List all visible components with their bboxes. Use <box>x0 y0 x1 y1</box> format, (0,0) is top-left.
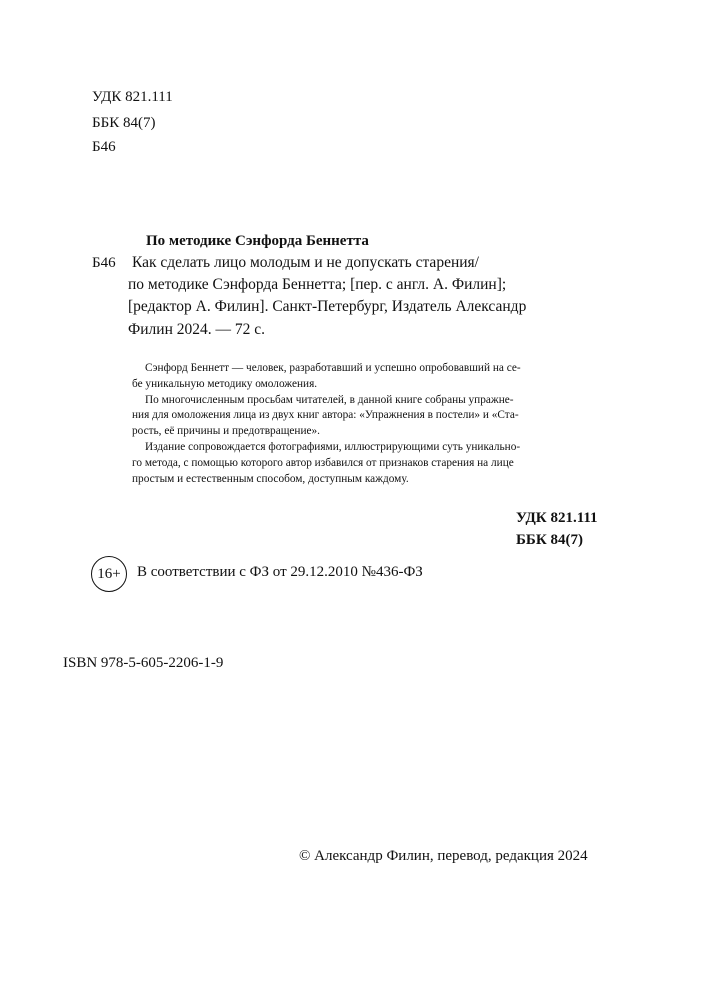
abstract-line: Издание сопровождается фотографиями, иллюстрирующими суть уникально- <box>145 440 521 453</box>
author-heading: По методике Сэнфорда Беннетта <box>146 233 369 249</box>
bibliographic-description <box>128 252 527 341</box>
abstract-line: По многочисленным просьбам читателей, в данной книге собраны упражне- <box>145 393 514 406</box>
udk-bottom: УДК 821.111 <box>516 510 598 526</box>
age-rating-badge <box>91 556 127 592</box>
age-rating-text: 16+ <box>97 565 121 582</box>
cutter-side: Б46 <box>92 255 116 271</box>
description-line: [редактор А. Филин]. Санкт-Петербург, Издатель Александр <box>128 298 527 316</box>
bbk-bottom: ББК 84(7) <box>516 532 583 548</box>
abstract-line: Сэнфорд Беннетт — человек, разработавший и успешно опробовавший на се- <box>145 362 521 374</box>
udk-top: УДК 821.111 <box>92 89 173 105</box>
copyright: © Александр Филин, перевод, редакция 2024 <box>299 848 588 864</box>
isbn: ISBN 978-5-605-2206-1-9 <box>63 655 224 671</box>
abstract <box>132 361 521 487</box>
abstract-line: го метода, с помощью которого автор избавился от признаков старения на лице <box>132 456 514 469</box>
abstract-line: ния для омоложения лица из двух книг автора: «Упражнения в постели» и «Ста- <box>132 409 519 422</box>
description-line: Как сделать лицо молодым и не допускать старения/ <box>132 254 479 271</box>
bbk-top: ББК 84(7) <box>92 115 156 131</box>
description-line: по методике Сэнфорда Беннетта; [пер. с англ. А. Филин]; <box>128 276 507 294</box>
age-law-text: В соответствии с ФЗ от 29.12.2010 №436-ФЗ <box>137 564 423 580</box>
description-line: Филин 2024. — 72 с. <box>128 320 265 338</box>
cutter-top: Б46 <box>92 139 116 155</box>
abstract-line: простым и естественным способом, доступным каждому. <box>132 472 409 485</box>
abstract-line: рость, её причины и предотвращение». <box>132 425 321 438</box>
abstract-line: бе уникальную методику омоложения. <box>132 377 318 390</box>
